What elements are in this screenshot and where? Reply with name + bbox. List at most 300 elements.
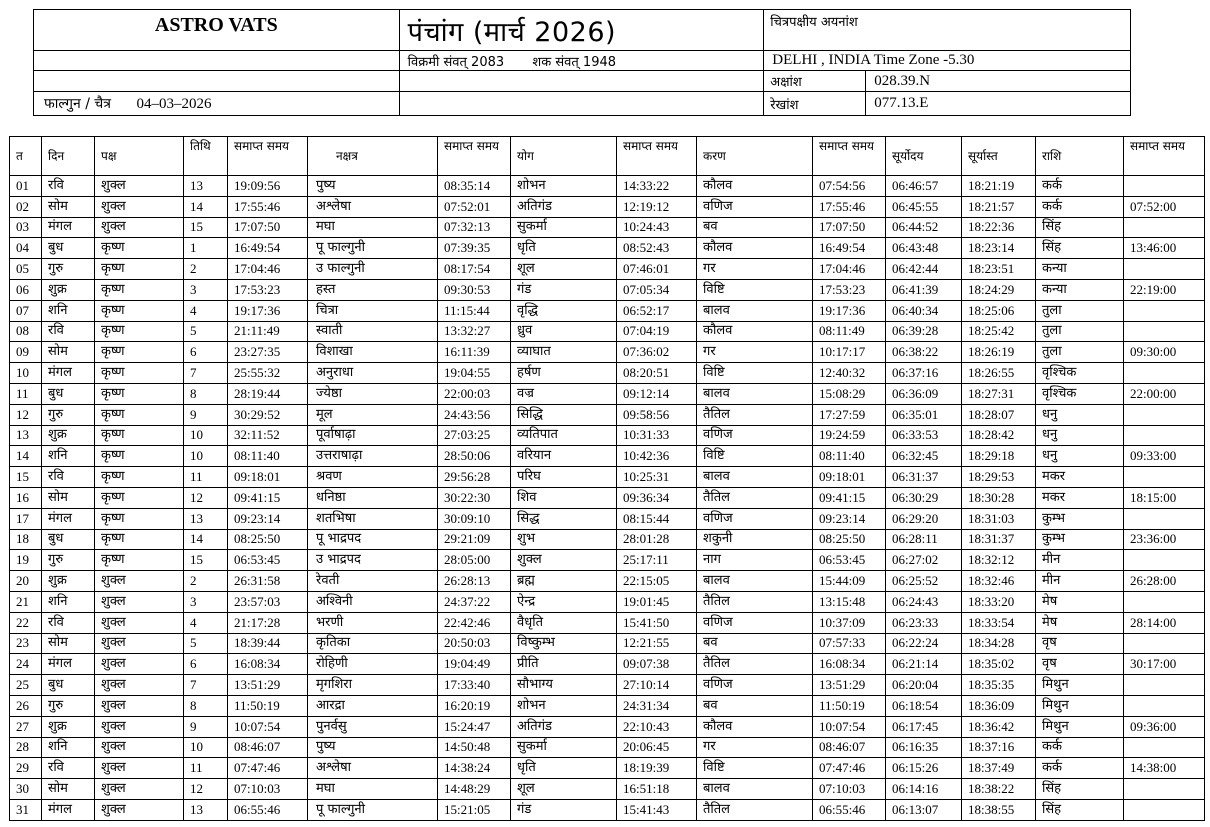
cell-sunset: 18:29:18 <box>962 446 1036 467</box>
table-body <box>10 176 1205 821</box>
cell-karana: गर <box>697 259 813 280</box>
cell-nakshatra-end: 30:22:30 <box>438 487 511 508</box>
cell-day: मंगल <box>42 654 95 675</box>
cell-tithi-end: 26:31:58 <box>228 571 308 592</box>
cell-karana-end: 09:41:15 <box>813 487 886 508</box>
cell-nakshatra-end: 20:50:03 <box>438 633 511 654</box>
col-header-date: त <box>10 137 42 176</box>
latitude-label: अक्षांश <box>764 71 866 92</box>
cell-karana: गर <box>697 342 813 363</box>
cell-sunrise: 06:27:02 <box>886 550 962 571</box>
cell-nakshatra: मघा <box>308 217 438 238</box>
cell-date: 01 <box>10 176 42 197</box>
cell-rashi: वृश्चिक <box>1036 383 1124 404</box>
cell-sunset: 18:21:57 <box>962 196 1036 217</box>
cell-sunset: 18:26:55 <box>962 363 1036 384</box>
cell-paksha: शुक्ल <box>95 217 184 238</box>
cell-paksha: शुक्ल <box>95 737 184 758</box>
cell-nakshatra: मूल <box>308 404 438 425</box>
cell-nakshatra-end: 22:00:03 <box>438 383 511 404</box>
cell-paksha: शुक्ल <box>95 571 184 592</box>
cell-sunset: 18:26:19 <box>962 342 1036 363</box>
cell-nakshatra-end: 26:28:13 <box>438 571 511 592</box>
cell-yoga: शोभन <box>511 695 617 716</box>
cell-nakshatra: अनुराधा <box>308 363 438 384</box>
cell-rashi: कर्क <box>1036 176 1124 197</box>
vikram-samvat: विक्रमी संवत् 2083 <box>407 54 505 70</box>
month-title: पंचांग (मार्च 2026) <box>399 10 764 51</box>
cell-date: 22 <box>10 612 42 633</box>
cell-yoga-end: 07:05:34 <box>617 279 697 300</box>
cell-nakshatra-end: 16:20:19 <box>438 695 511 716</box>
cell-paksha: शुक्ल <box>95 758 184 779</box>
cell-karana: तैतिल <box>697 654 813 675</box>
cell-sunrise: 06:17:45 <box>886 716 962 737</box>
cell-day: रवि <box>42 176 95 197</box>
cell-tithi: 3 <box>184 591 228 612</box>
cell-karana: विष्टि <box>697 363 813 384</box>
cell-nakshatra: रोहिणी <box>308 654 438 675</box>
cell-day: रवि <box>42 467 95 488</box>
cell-tithi-end: 08:46:07 <box>228 737 308 758</box>
cell-day: मंगल <box>42 217 95 238</box>
cell-yoga-end: 22:10:43 <box>617 716 697 737</box>
cell-rashi: सिंह <box>1036 238 1124 259</box>
cell-yoga: वृद्धि <box>511 300 617 321</box>
cell-paksha: कृष्ण <box>95 279 184 300</box>
cell-sunrise: 06:35:01 <box>886 404 962 425</box>
table-row <box>10 176 1205 197</box>
cell-sunset: 18:33:20 <box>962 591 1036 612</box>
col-header-karana-end: समाप्त समय <box>813 137 886 176</box>
cell-day: शुक्र <box>42 425 95 446</box>
cell-yoga-end: 09:36:34 <box>617 487 697 508</box>
cell-paksha: कृष्ण <box>95 259 184 280</box>
cell-tithi: 1 <box>184 238 228 259</box>
cell-rashi: मिथुन <box>1036 695 1124 716</box>
cell-karana-end: 08:46:07 <box>813 737 886 758</box>
cell-nakshatra-end: 19:04:49 <box>438 654 511 675</box>
cell-rashi-end <box>1124 550 1205 571</box>
cell-tithi-end: 21:11:49 <box>228 321 308 342</box>
cell-nakshatra: उ भाद्रपद <box>308 550 438 571</box>
cell-date: 11 <box>10 383 42 404</box>
cell-karana: कौलव <box>697 321 813 342</box>
cell-date: 28 <box>10 737 42 758</box>
cell-nakshatra-end: 24:37:22 <box>438 591 511 612</box>
cell-tithi: 10 <box>184 446 228 467</box>
cell-sunset: 18:29:53 <box>962 467 1036 488</box>
cell-tithi: 6 <box>184 654 228 675</box>
cell-rashi-end: 09:33:00 <box>1124 446 1205 467</box>
cell-day: रवि <box>42 612 95 633</box>
cell-paksha: शुक्ल <box>95 654 184 675</box>
cell-sunrise: 06:36:09 <box>886 383 962 404</box>
cell-rashi-end <box>1124 321 1205 342</box>
header-empty-cell <box>399 92 764 116</box>
cell-karana: बालव <box>697 779 813 800</box>
cell-sunrise: 06:18:54 <box>886 695 962 716</box>
cell-rashi-end: 13:46:00 <box>1124 238 1205 259</box>
cell-paksha: शुक्ल <box>95 612 184 633</box>
cell-yoga-end: 25:17:11 <box>617 550 697 571</box>
cell-nakshatra: मघा <box>308 779 438 800</box>
cell-yoga: वज्र <box>511 383 617 404</box>
longitude-label: रेखांश <box>764 92 866 116</box>
cell-rashi: मिथुन <box>1036 675 1124 696</box>
cell-paksha: कृष्ण <box>95 487 184 508</box>
cell-sunrise: 06:44:52 <box>886 217 962 238</box>
cell-yoga: शूल <box>511 259 617 280</box>
cell-yoga: सिद्ध <box>511 508 617 529</box>
cell-tithi: 3 <box>184 279 228 300</box>
cell-paksha: कृष्ण <box>95 467 184 488</box>
cell-karana: कौलव <box>697 176 813 197</box>
cell-rashi: मेष <box>1036 612 1124 633</box>
cell-nakshatra-end: 14:50:48 <box>438 737 511 758</box>
table-row <box>10 383 1205 404</box>
cell-sunset: 18:38:55 <box>962 799 1036 820</box>
cell-yoga-end: 09:58:56 <box>617 404 697 425</box>
cell-day: रवि <box>42 758 95 779</box>
cell-rashi: वृश्चिक <box>1036 363 1124 384</box>
cell-tithi: 9 <box>184 404 228 425</box>
cell-karana-end: 16:08:34 <box>813 654 886 675</box>
cell-sunrise: 06:45:55 <box>886 196 962 217</box>
cell-rashi-end <box>1124 217 1205 238</box>
cell-sunrise: 06:40:34 <box>886 300 962 321</box>
col-header-yoga-end: समाप्त समय <box>617 137 697 176</box>
header-empty-cell <box>34 71 400 92</box>
cell-yoga-end: 08:52:43 <box>617 238 697 259</box>
col-header-paksha: पक्ष <box>95 137 184 176</box>
cell-karana-end: 19:24:59 <box>813 425 886 446</box>
cell-paksha: कृष्ण <box>95 383 184 404</box>
cell-rashi-end <box>1124 633 1205 654</box>
cell-rashi: कर्क <box>1036 737 1124 758</box>
cell-date: 21 <box>10 591 42 612</box>
cell-tithi-end: 19:17:36 <box>228 300 308 321</box>
cell-yoga: ऐन्द्र <box>511 591 617 612</box>
cell-sunrise: 06:42:44 <box>886 259 962 280</box>
cell-karana: तैतिल <box>697 404 813 425</box>
cell-rashi-end: 22:19:00 <box>1124 279 1205 300</box>
cell-tithi: 15 <box>184 550 228 571</box>
col-header-tithi-end: समाप्त समय <box>228 137 308 176</box>
samvat-cell <box>399 51 764 71</box>
header-empty-cell <box>34 51 400 71</box>
cell-yoga: सुकर्मा <box>511 217 617 238</box>
cell-sunrise: 06:29:20 <box>886 508 962 529</box>
cell-karana-end: 07:57:33 <box>813 633 886 654</box>
cell-date: 13 <box>10 425 42 446</box>
cell-tithi-end: 16:49:54 <box>228 238 308 259</box>
cell-rashi-end: 26:28:00 <box>1124 571 1205 592</box>
cell-tithi-end: 08:11:40 <box>228 446 308 467</box>
cell-date: 15 <box>10 467 42 488</box>
cell-sunset: 18:31:03 <box>962 508 1036 529</box>
cell-sunrise: 06:16:35 <box>886 737 962 758</box>
table-row <box>10 799 1205 820</box>
cell-nakshatra-end: 22:42:46 <box>438 612 511 633</box>
cell-tithi-end: 09:18:01 <box>228 467 308 488</box>
table-row <box>10 259 1205 280</box>
cell-tithi: 2 <box>184 571 228 592</box>
cell-karana: विष्टि <box>697 758 813 779</box>
cell-sunset: 18:30:28 <box>962 487 1036 508</box>
cell-sunrise: 06:37:16 <box>886 363 962 384</box>
cell-karana: कौलव <box>697 716 813 737</box>
cell-date: 18 <box>10 529 42 550</box>
cell-nakshatra-end: 08:17:54 <box>438 259 511 280</box>
table-row <box>10 425 1205 446</box>
cell-yoga-end: 16:51:18 <box>617 779 697 800</box>
cell-sunset: 18:23:51 <box>962 259 1036 280</box>
cell-yoga: व्याघात <box>511 342 617 363</box>
cell-yoga-end: 27:10:14 <box>617 675 697 696</box>
cell-date: 04 <box>10 238 42 259</box>
cell-rashi-end <box>1124 779 1205 800</box>
cell-karana-end: 08:11:49 <box>813 321 886 342</box>
cell-rashi-end <box>1124 737 1205 758</box>
cell-karana: गर <box>697 737 813 758</box>
cell-yoga-end: 10:42:36 <box>617 446 697 467</box>
cell-nakshatra: शतभिषा <box>308 508 438 529</box>
cell-yoga: ब्रह्म <box>511 571 617 592</box>
table-header-row <box>10 137 1205 176</box>
cell-rashi-end <box>1124 404 1205 425</box>
cell-sunrise: 06:46:57 <box>886 176 962 197</box>
cell-yoga-end: 09:07:38 <box>617 654 697 675</box>
cell-rashi-end <box>1124 695 1205 716</box>
cell-nakshatra: कृतिका <box>308 633 438 654</box>
cell-sunset: 18:35:02 <box>962 654 1036 675</box>
cell-paksha: शुक्ल <box>95 176 184 197</box>
cell-yoga-end: 09:12:14 <box>617 383 697 404</box>
header-date: 04–03–2026 <box>136 96 212 112</box>
cell-karana-end: 17:27:59 <box>813 404 886 425</box>
cell-karana-end: 10:17:17 <box>813 342 886 363</box>
cell-day: शुक्र <box>42 279 95 300</box>
cell-day: शनि <box>42 300 95 321</box>
col-header-day: दिन <box>42 137 95 176</box>
cell-tithi: 13 <box>184 508 228 529</box>
cell-yoga: अतिगंड <box>511 716 617 737</box>
cell-nakshatra-end: 24:43:56 <box>438 404 511 425</box>
cell-paksha: कृष्ण <box>95 342 184 363</box>
cell-day: शनि <box>42 446 95 467</box>
cell-sunset: 18:37:16 <box>962 737 1036 758</box>
cell-rashi: तुला <box>1036 321 1124 342</box>
cell-yoga-end: 15:41:50 <box>617 612 697 633</box>
cell-nakshatra: हस्त <box>308 279 438 300</box>
cell-sunset: 18:25:06 <box>962 300 1036 321</box>
cell-date: 02 <box>10 196 42 217</box>
table-row <box>10 217 1205 238</box>
cell-karana-end: 17:04:46 <box>813 259 886 280</box>
cell-yoga-end: 08:15:44 <box>617 508 697 529</box>
table-row <box>10 487 1205 508</box>
cell-sunset: 18:32:46 <box>962 571 1036 592</box>
cell-rashi: मकर <box>1036 487 1124 508</box>
cell-date: 06 <box>10 279 42 300</box>
cell-tithi: 10 <box>184 425 228 446</box>
cell-sunrise: 06:23:33 <box>886 612 962 633</box>
table-row <box>10 675 1205 696</box>
cell-yoga: गंड <box>511 799 617 820</box>
cell-tithi-end: 23:57:03 <box>228 591 308 612</box>
cell-yoga-end: 08:20:51 <box>617 363 697 384</box>
cell-date: 23 <box>10 633 42 654</box>
cell-nakshatra-end: 13:32:27 <box>438 321 511 342</box>
cell-day: बुध <box>42 529 95 550</box>
cell-date: 09 <box>10 342 42 363</box>
cell-tithi-end: 28:19:44 <box>228 383 308 404</box>
cell-yoga: व्यतिपात <box>511 425 617 446</box>
cell-nakshatra: चित्रा <box>308 300 438 321</box>
table-row <box>10 695 1205 716</box>
table-row <box>10 779 1205 800</box>
cell-sunrise: 06:43:48 <box>886 238 962 259</box>
longitude-value: 077.13.E <box>866 92 1131 116</box>
cell-nakshatra: ज्येष्ठा <box>308 383 438 404</box>
cell-sunset: 18:28:42 <box>962 425 1036 446</box>
cell-paksha: शुक्ल <box>95 799 184 820</box>
cell-nakshatra: अश्लेषा <box>308 758 438 779</box>
cell-karana: विष्टि <box>697 446 813 467</box>
cell-sunrise: 06:28:11 <box>886 529 962 550</box>
cell-tithi: 11 <box>184 467 228 488</box>
cell-sunrise: 06:30:29 <box>886 487 962 508</box>
cell-karana-end: 19:17:36 <box>813 300 886 321</box>
cell-paksha: शुक्ल <box>95 779 184 800</box>
cell-tithi: 11 <box>184 758 228 779</box>
cell-karana-end: 13:15:48 <box>813 591 886 612</box>
cell-karana: कौलव <box>697 238 813 259</box>
cell-karana-end: 06:55:46 <box>813 799 886 820</box>
table-row <box>10 467 1205 488</box>
cell-nakshatra-end: 07:32:13 <box>438 217 511 238</box>
cell-yoga: अतिगंड <box>511 196 617 217</box>
cell-nakshatra-end: 07:39:35 <box>438 238 511 259</box>
cell-rashi: सिंह <box>1036 799 1124 820</box>
cell-nakshatra: अश्विनी <box>308 591 438 612</box>
cell-rashi: मिथुन <box>1036 716 1124 737</box>
cell-rashi: कुम्भ <box>1036 508 1124 529</box>
table-row <box>10 321 1205 342</box>
cell-nakshatra: स्वाती <box>308 321 438 342</box>
cell-sunset: 18:25:42 <box>962 321 1036 342</box>
cell-tithi: 8 <box>184 695 228 716</box>
cell-day: सोम <box>42 633 95 654</box>
cell-nakshatra: मृगशिरा <box>308 675 438 696</box>
cell-karana-end: 17:53:23 <box>813 279 886 300</box>
cell-tithi-end: 17:07:50 <box>228 217 308 238</box>
cell-nakshatra: पुष्य <box>308 737 438 758</box>
cell-yoga-end: 14:33:22 <box>617 176 697 197</box>
cell-paksha: शुक्ल <box>95 716 184 737</box>
cell-tithi-end: 18:39:44 <box>228 633 308 654</box>
cell-karana: बव <box>697 217 813 238</box>
cell-rashi: कर्क <box>1036 758 1124 779</box>
cell-karana-end: 06:53:45 <box>813 550 886 571</box>
cell-sunrise: 06:25:52 <box>886 571 962 592</box>
cell-yoga: गंड <box>511 279 617 300</box>
cell-rashi-end: 22:00:00 <box>1124 383 1205 404</box>
cell-tithi: 13 <box>184 799 228 820</box>
table-row <box>10 654 1205 675</box>
cell-nakshatra: पू फाल्गुनी <box>308 238 438 259</box>
table-row <box>10 737 1205 758</box>
cell-karana: बालव <box>697 571 813 592</box>
cell-date: 14 <box>10 446 42 467</box>
cell-nakshatra-end: 28:05:00 <box>438 550 511 571</box>
cell-karana: विष्टि <box>697 279 813 300</box>
cell-paksha: शुक्ल <box>95 633 184 654</box>
cell-date: 05 <box>10 259 42 280</box>
cell-nakshatra: पू फाल्गुनी <box>308 799 438 820</box>
cell-karana-end: 08:11:40 <box>813 446 886 467</box>
cell-nakshatra-end: 30:09:10 <box>438 508 511 529</box>
cell-date: 12 <box>10 404 42 425</box>
cell-karana-end: 13:51:29 <box>813 675 886 696</box>
cell-yoga-end: 12:21:55 <box>617 633 697 654</box>
cell-yoga-end: 12:19:12 <box>617 196 697 217</box>
cell-date: 29 <box>10 758 42 779</box>
cell-rashi-end: 30:17:00 <box>1124 654 1205 675</box>
cell-paksha: शुक्ल <box>95 591 184 612</box>
cell-rashi: मीन <box>1036 571 1124 592</box>
cell-karana: शकुनी <box>697 529 813 550</box>
header-empty-cell <box>399 71 764 92</box>
table-row <box>10 300 1205 321</box>
cell-day: मंगल <box>42 799 95 820</box>
cell-sunrise: 06:24:43 <box>886 591 962 612</box>
cell-yoga: विष्कुम्भ <box>511 633 617 654</box>
cell-rashi-end <box>1124 799 1205 820</box>
cell-paksha: कृष्ण <box>95 238 184 259</box>
cell-tithi-end: 07:47:46 <box>228 758 308 779</box>
cell-rashi-end: 23:36:00 <box>1124 529 1205 550</box>
cell-yoga: धृति <box>511 758 617 779</box>
cell-karana-end: 17:07:50 <box>813 217 886 238</box>
table-row <box>10 550 1205 571</box>
cell-nakshatra-end: 11:15:44 <box>438 300 511 321</box>
cell-nakshatra: आरद्रा <box>308 695 438 716</box>
cell-nakshatra: श्रवण <box>308 467 438 488</box>
cell-paksha: शुक्ल <box>95 675 184 696</box>
cell-sunset: 18:35:35 <box>962 675 1036 696</box>
cell-tithi: 10 <box>184 737 228 758</box>
cell-rashi-end <box>1124 425 1205 446</box>
cell-yoga-end: 10:25:31 <box>617 467 697 488</box>
cell-tithi-end: 06:53:45 <box>228 550 308 571</box>
latitude-value: 028.39.N <box>866 71 1131 92</box>
header-table <box>33 9 1131 116</box>
cell-tithi-end: 21:17:28 <box>228 612 308 633</box>
table-row <box>10 591 1205 612</box>
masa-date-cell <box>34 92 400 116</box>
cell-nakshatra: भरणी <box>308 612 438 633</box>
location-cell: DELHI , INDIA Time Zone -5.30 <box>764 51 1131 71</box>
cell-karana-end: 16:49:54 <box>813 238 886 259</box>
cell-tithi: 12 <box>184 779 228 800</box>
cell-day: बुध <box>42 383 95 404</box>
cell-sunrise: 06:38:22 <box>886 342 962 363</box>
cell-karana: वणिज <box>697 508 813 529</box>
cell-sunrise: 06:32:45 <box>886 446 962 467</box>
cell-nakshatra: उत्तराषाढ़ा <box>308 446 438 467</box>
